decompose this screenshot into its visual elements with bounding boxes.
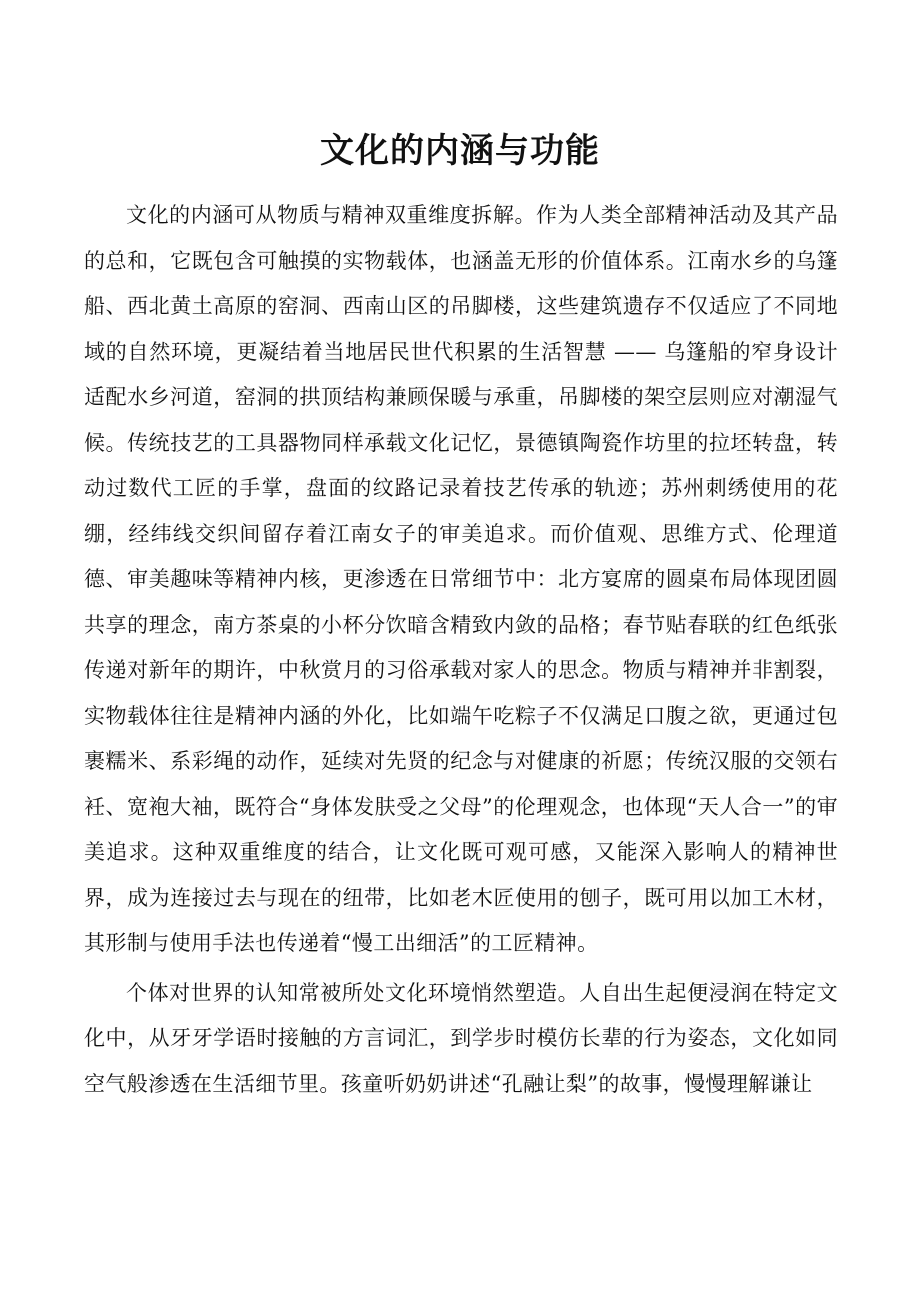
paragraph-2: 个体对世界的认知常被所处文化环境悄然塑造。人自出生起便浸润在特定文化中，从牙牙学语时接触的方言词汇，到学步时模仿长辈的行为姿态，文化如同空气般渗透在生活细节里。孩童听奶奶讲述“孔融让梨”的故事，慢慢理解谦让 <box>84 980 838 1096</box>
document-body <box>84 193 838 1111</box>
page-title: 文化的内涵与功能 <box>320 131 600 171</box>
paragraph-1: 文化的内涵可从物质与精神双重维度拆解。作为人类全部精神活动及其产品的总和，它既包含可触摸的实物载体，也涵盖无形的价值体系。江南水乡的乌篷船、西北黄土高原的窑洞、西南山区的吊脚楼，这些建筑遗存不仅适应了不同地域的自然环境，更凝结着当地居民世代积累的生活智慧 —— 乌篷船的窄身设计适配水乡河道，窑洞的拱顶结构兼顾保暖与承重，吊脚楼的架空层则应对潮湿气候。传统技艺的工具器物同样承载文化记忆，景德镇陶瓷作坊里的拉坯转盘，转动过数代工匠的手掌，盘面的纹路记录着技艺传承的轨迹；苏州刺绣使用的花绷，经纬线交织间留存着江南女子的审美追求。而价值观、思维方式、伦理道德、审美趣味等精神内核，更渗透在日常细节中：北方宴席的圆桌布局体现团圆共享的理念，南方茶桌的小杯分饮暗含精致内敛的品格；春节贴春联的红色纸张传递对新年的期许，中秋赏月的习俗承载对家人的思念。物质与精神并非割裂，实物载体往往是精神内涵的外化，比如端午吃粽子不仅满足口腹之欲，更通过包裹糯米、系彩绳的动作，延续对先贤的纪念与对健康的祈愿；传统汉服的交领右衽、宽袍大袖，既符合“身体发肤受之父母”的伦理观念，也体现“天人合一”的审美追求。这种双重维度的结合，让文化既可观可感，又能深入影响人的精神世界，成为连接过去与现在的纽带，比如老木匠使用的刨子，既可用以加工木材，其形制与使用手法也传递着“慢工出细活”的工匠精神。 <box>84 203 838 955</box>
